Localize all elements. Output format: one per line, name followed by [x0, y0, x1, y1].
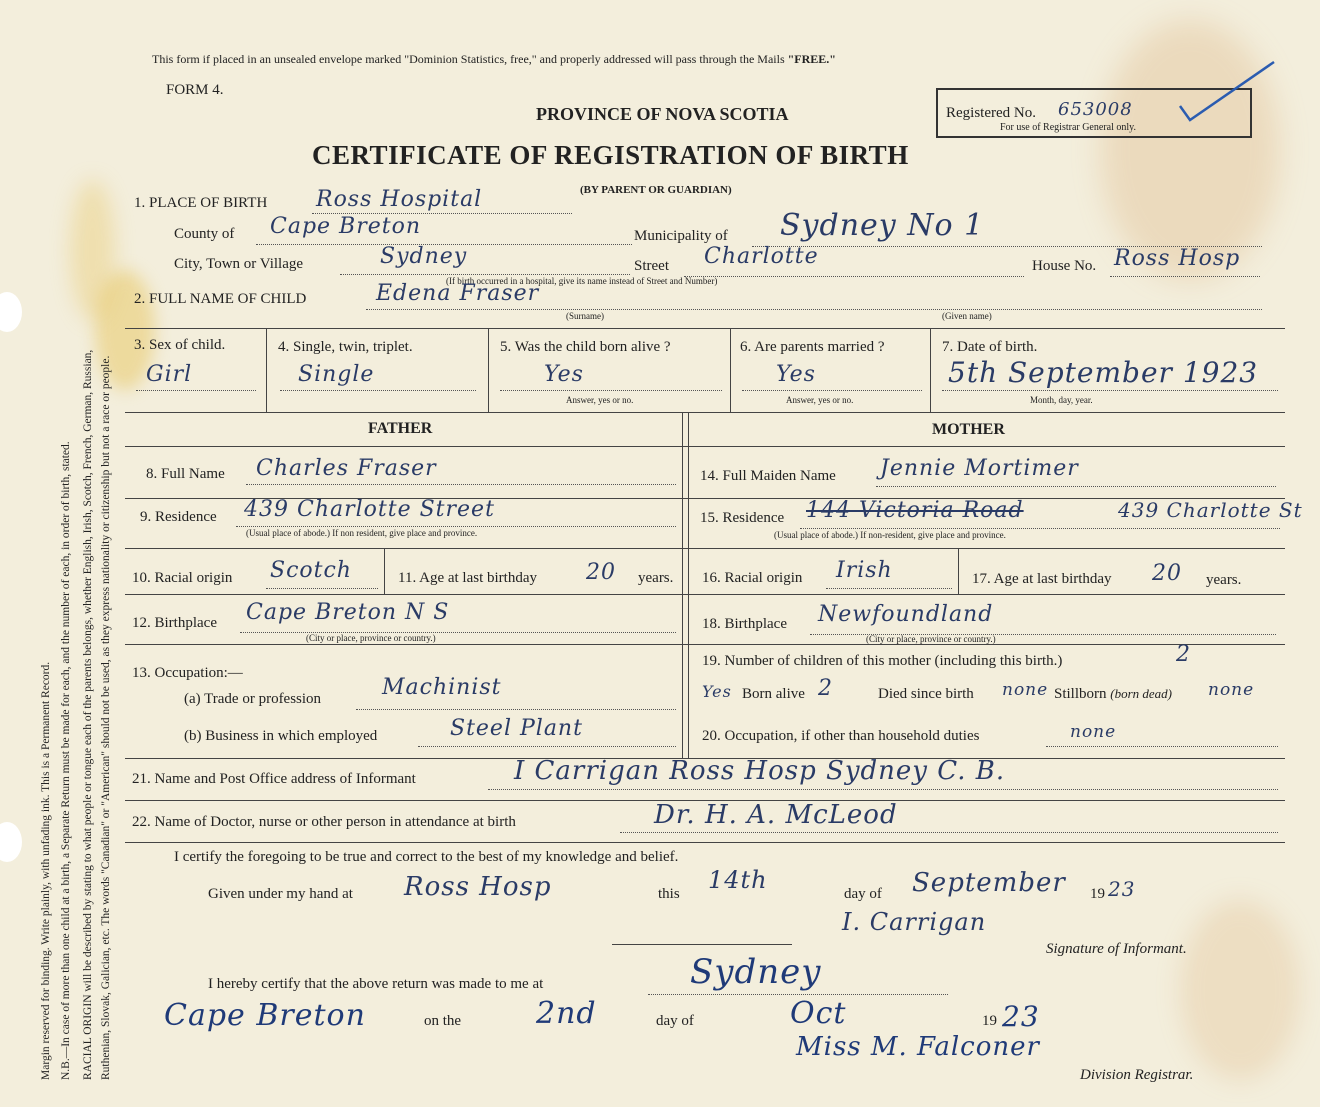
father-name-line [246, 484, 676, 485]
registrar-place-line [648, 994, 948, 995]
mother-residence-value: 439 Charlotte St [1118, 498, 1303, 522]
mother-birthplace-label: 18. Birthplace [702, 616, 787, 632]
trade-line [356, 709, 676, 710]
house-number-label: House No. [1032, 258, 1097, 274]
children-born-alive-value: 2 [818, 676, 833, 701]
informant-line [488, 789, 1278, 790]
street-value: Charlotte [704, 244, 819, 269]
father-racial-origin-value: Scotch [270, 558, 352, 583]
hospital-note: (If birth occurred in a hospital, give its name instead of Street and Number) [446, 276, 718, 286]
doctor-label: 22. Name of Doctor, nurse or other person in attendance at birth [132, 814, 516, 830]
stillborn-value: none [1208, 680, 1255, 700]
margin-note: Margin reserved for binding. Write plainly, with unfading ink. This is a Permanent Record. [40, 661, 52, 1080]
born-alive-note: Answer, yes or no. [566, 395, 634, 405]
registrar-use-note: For use of Registrar General only. [1000, 122, 1136, 133]
city-value: Sydney [380, 244, 468, 269]
mother-residence-label: 15. Residence [700, 510, 785, 526]
informant-label: 21. Name and Post Office address of Informant [132, 771, 416, 787]
registrar-statement: I hereby certify that the above return was made to me at [208, 976, 544, 992]
divider [612, 944, 792, 945]
mother-birthplace-note: (City or place, province or country.) [866, 634, 996, 644]
father-birthplace-label: 12. Birthplace [132, 615, 217, 631]
given-under-label: Given under my hand at [208, 886, 353, 902]
father-residence-note: (Usual place of abode.) If non resident, give place and province. [246, 528, 478, 538]
mother-maiden-name-line [876, 486, 1276, 487]
doctor-value: Dr. H. A. McLeod [654, 800, 898, 830]
registrar-place-value: Sydney [690, 952, 822, 992]
father-name-value: Charles Fraser [256, 456, 437, 481]
stillborn-text: Stillborn [1054, 686, 1107, 702]
child-name-line [366, 309, 1262, 310]
street-label: Street [634, 258, 669, 274]
divider [266, 328, 267, 412]
divider [125, 842, 1285, 843]
plurality-value: Single [298, 362, 375, 387]
mother-occupation-line [1046, 746, 1278, 747]
certification-day-label: day of [844, 886, 882, 902]
divider [930, 328, 931, 412]
mother-occupation-label: 20. Occupation, if other than household duties [702, 728, 980, 744]
mother-age-value: 20 [1152, 561, 1182, 586]
mother-age-years: years. [1206, 572, 1242, 588]
registrar-day-value: 2nd [536, 996, 597, 1031]
municipality-value: Sydney No 1 [780, 208, 985, 243]
mother-heading: MOTHER [932, 421, 1005, 438]
father-racial-origin-label: 10. Racial origin [132, 570, 233, 586]
divider [125, 548, 1285, 549]
born-alive-value: Yes [544, 362, 584, 387]
parents-married-value: Yes [776, 362, 816, 387]
mother-racial-origin-value: Irish [836, 558, 893, 583]
date-of-birth-value: 5th September 1923 [948, 356, 1259, 389]
father-age-label: 11. Age at last birthday [398, 570, 537, 586]
margin-note: N.B.—In case of more than one child at a birth, a Separate Return must be made for each, and the number of each, in order of birth, stated. [60, 441, 72, 1080]
place-of-birth-label: 1. PLACE OF BIRTH [134, 195, 268, 211]
mail-notice-free: "FREE." [787, 52, 836, 66]
children-born-alive-label: Born alive [742, 686, 805, 702]
certificate-subtitle: (BY PARENT OR GUARDIAN) [580, 184, 732, 196]
mother-age-label: 17. Age at last birthday [972, 571, 1112, 587]
paper-stain [1180, 900, 1300, 1080]
father-name-label: 8. Full Name [146, 466, 225, 482]
certificate-title: CERTIFICATE OF REGISTRATION OF BIRTH [312, 140, 909, 170]
father-age-years: years. [638, 570, 674, 586]
father-residence-line [236, 526, 676, 527]
mother-maiden-name-value: Jennie Mortimer [880, 456, 1079, 481]
died-since-birth-value: none [1002, 680, 1049, 700]
given-place-value: Ross Hosp [404, 872, 552, 902]
date-of-birth-line [942, 390, 1278, 391]
county-label: County of [174, 226, 235, 242]
plurality-label: 4. Single, twin, triplet. [278, 339, 413, 355]
divider [688, 412, 689, 758]
stillborn-note: (born dead) [1110, 686, 1173, 701]
municipality-label: Municipality of [634, 228, 728, 244]
date-of-birth-label: 7. Date of birth. [942, 339, 1038, 355]
registrar-month-value: Oct [790, 996, 847, 1031]
registrar-county-value: Cape Breton [164, 998, 366, 1033]
business-line [418, 746, 676, 747]
informant-signature: I. Carrigan [842, 908, 987, 936]
mail-notice [152, 52, 836, 67]
divider [384, 548, 385, 594]
occupation-label: 13. Occupation:— [132, 665, 243, 681]
binding-hole [0, 292, 22, 332]
registrar-signature-label: Division Registrar. [1080, 1067, 1194, 1083]
margin-note: Ruthenian, Slovak, Galician, etc. The words "Canadian" or "American" should not be used, as they express nationality or citizenship but not a race or people. [100, 355, 112, 1080]
trade-label: (a) Trade or profession [184, 691, 322, 707]
business-label: (b) Business in which employed [184, 728, 378, 744]
informant-signature-label: Signature of Informant. [1046, 941, 1187, 957]
born-alive-prefix: Yes [702, 682, 732, 701]
mother-racial-origin-line [826, 588, 952, 589]
divider [488, 328, 489, 412]
father-age-value: 20 [586, 560, 616, 585]
father-birthplace-note: (City or place, province or country.) [306, 633, 436, 643]
mother-residence-struck: 144 Victoria Road [806, 498, 1024, 523]
paper-stain [70, 180, 115, 320]
parents-married-line [742, 390, 922, 391]
sex-value: Girl [146, 362, 193, 387]
parents-married-note: Answer, yes or no. [786, 395, 854, 405]
certification-month-value: September [912, 868, 1066, 898]
father-heading: FATHER [368, 420, 433, 437]
children-count-label: 19. Number of children of this mother (including this birth.) [702, 653, 1063, 669]
father-residence-value: 439 Charlotte Street [244, 497, 495, 522]
province-heading: PROVINCE OF NOVA SCOTIA [536, 104, 789, 124]
stillborn-label [1054, 686, 1172, 703]
mother-residence-note: (Usual place of abode.) If non-resident, give place and province. [774, 530, 1006, 540]
divider [682, 412, 683, 758]
child-name-value: Edena Fraser [376, 281, 540, 306]
divider [958, 548, 959, 594]
sex-line [136, 390, 256, 391]
registrar-on-the-label: on the [424, 1013, 462, 1029]
certification-day-value: 14th [708, 866, 768, 894]
check-mark-icon [1170, 58, 1280, 128]
divider [730, 328, 731, 412]
mother-residence-line [800, 528, 1280, 529]
father-racial-origin-line [266, 588, 378, 589]
mother-racial-origin-label: 16. Racial origin [702, 570, 803, 586]
surname-note: (Surname) [566, 311, 604, 321]
city-line [340, 274, 630, 275]
registrar-year-value: 23 [1002, 1000, 1040, 1033]
divider [125, 644, 1285, 645]
margin-note: RACIAL ORIGIN will be described by stating to what people or tongue each of the parents belongs, whether English, Irish, Scotch, French, German, Russian, [82, 349, 94, 1080]
born-alive-line [500, 390, 722, 391]
business-value: Steel Plant [450, 716, 583, 741]
date-of-birth-note: Month, day, year. [1030, 395, 1093, 405]
mother-occupation-value: none [1070, 722, 1117, 742]
binding-hole [0, 822, 22, 862]
registrar-signature: Miss M. Falconer [796, 1032, 1040, 1062]
place-of-birth-value: Ross Hospital [316, 187, 483, 212]
certification-statement: I certify the foregoing to be true and correct to the best of my knowledge and belief. [174, 849, 679, 865]
doctor-line [620, 832, 1278, 833]
divider [125, 412, 1285, 413]
registered-number-label: Registered No. [946, 105, 1036, 121]
children-count-value: 2 [1176, 642, 1191, 667]
trade-value: Machinist [382, 675, 502, 700]
plurality-line [280, 390, 476, 391]
child-name-label: 2. FULL NAME OF CHILD [134, 291, 307, 307]
house-number-value: Ross Hosp [1114, 246, 1241, 271]
given-name-note: (Given name) [942, 311, 992, 321]
parents-married-label: 6. Are parents married ? [740, 339, 885, 355]
mother-maiden-name-label: 14. Full Maiden Name [700, 468, 836, 484]
registrar-day-label: day of [656, 1013, 694, 1029]
house-number-line [1110, 276, 1260, 277]
divider [125, 594, 1285, 595]
certification-year-value: 23 [1108, 877, 1136, 901]
street-line [684, 276, 1024, 277]
mail-notice-text: This form if placed in an unsealed envelope marked "Dominion Statistics, free," and properly addressed will pass through the Mails [152, 52, 788, 66]
born-alive-label: 5. Was the child born alive ? [500, 339, 671, 355]
divider [125, 328, 1285, 329]
county-value: Cape Breton [270, 214, 422, 239]
divider [125, 446, 1285, 447]
certification-year-prefix: 19 [1090, 886, 1105, 902]
mother-birthplace-value: Newfoundland [818, 602, 994, 627]
sex-label: 3. Sex of child. [134, 337, 226, 353]
form-number: FORM 4. [166, 82, 224, 98]
father-residence-label: 9. Residence [140, 509, 217, 525]
informant-value: I Carrigan Ross Hosp Sydney C. B. [514, 756, 1006, 786]
registrar-year-prefix: 19 [982, 1013, 997, 1029]
city-label: City, Town or Village [174, 256, 304, 272]
died-since-birth-label: Died since birth [878, 686, 974, 702]
registered-number-value: 653008 [1058, 99, 1133, 120]
father-birthplace-value: Cape Breton N S [246, 600, 450, 625]
this-label: this [658, 886, 680, 902]
